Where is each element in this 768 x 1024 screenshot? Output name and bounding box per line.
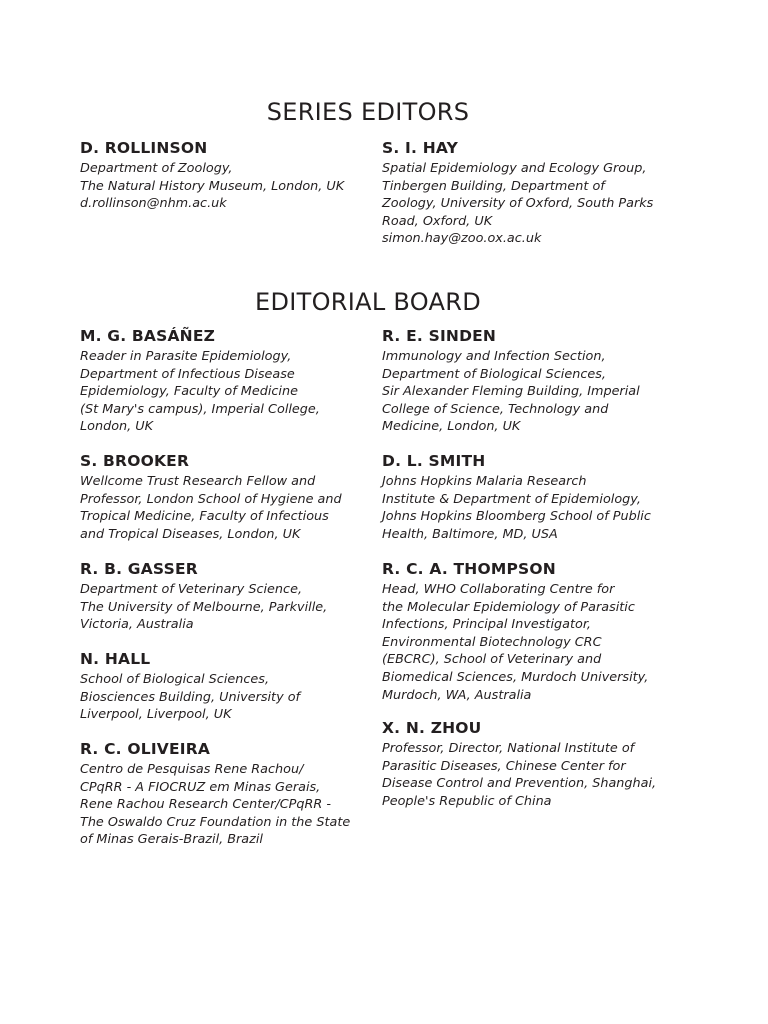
editor-entry	[382, 138, 672, 248]
board-member-entry	[382, 451, 672, 543]
board-member-affiliation: Immunology and Infection Section, Department of Biological Sciences, Sir Alexander Fleming Building, Imperial College of Science, Technology and Medicine, London, UK	[382, 349, 640, 435]
board-member-affiliation: Department of Veterinary Science, The University of Melbourne, Parkville, Victoria, Australia	[80, 582, 328, 633]
board-member-affiliation: Professor, Director, National Institute of Parasitic Diseases, Chinese Center for Disease Control and Prevention, Shanghai, People's Republic of China	[382, 741, 657, 809]
board-member-entry	[80, 326, 370, 436]
editor-affiliation: Department of Zoology, The Natural History Museum, London, UK d.rollinson@nhm.ac.uk	[80, 161, 345, 212]
editorial-board-heading: EDITORIAL BOARD	[254, 288, 482, 316]
editor-entry	[80, 138, 370, 213]
board-member-name: R. C. A. THOMPSON	[382, 560, 556, 578]
editor-name: D. ROLLINSON	[80, 139, 208, 157]
board-member-affiliation: Centro de Pesquisas Rene Rachou/ CPqRR - A FIOCRUZ em Minas Gerais, Rene Rachou Research Center/CPqRR - The Oswaldo Cruz Foundation in the State of Minas Gerais-Brazil, Brazil	[80, 762, 351, 848]
board-member-affiliation: Wellcome Trust Research Fellow and Professor, London School of Hygiene and Tropical Medicine, Faculty of Infectious and Tropical Diseases, London, UK	[80, 474, 342, 542]
board-member-entry	[382, 559, 672, 704]
board-member-entry	[382, 326, 672, 436]
board-member-entry	[80, 559, 370, 634]
board-member-name: S. BROOKER	[80, 452, 190, 470]
series-editors-heading: SERIES EDITORS	[266, 98, 470, 126]
board-member-name: R. E. SINDEN	[382, 327, 497, 345]
board-member-affiliation: Head, WHO Collaborating Centre for the Molecular Epidemiology of Parasitic Infections, Principal Investigator, Environmental Biotechnology CRC (EBCRC), School of Veterinary and Biomedical Sciences, Murdoch University, Murdoch, WA, Australia	[382, 582, 649, 703]
editor-affiliation: Spatial Epidemiology and Ecology Group, Tinbergen Building, Department of Zoology, University of Oxford, South Parks Road, Oxford, UK simon.hay@zoo.ox.ac.uk	[382, 161, 654, 247]
board-member-name: R. B. GASSER	[80, 560, 198, 578]
board-member-entry	[80, 451, 370, 543]
board-member-name: M. G. BASÁÑEZ	[80, 327, 216, 345]
board-member-entry	[80, 739, 370, 849]
board-member-entry	[80, 649, 370, 724]
board-member-name: X. N. ZHOU	[382, 719, 482, 737]
board-member-affiliation: Reader in Parasite Epidemiology, Department of Infectious Disease Epidemiology, Faculty of Medicine (St Mary's campus), Imperial College, London, UK	[80, 349, 320, 435]
board-member-name: D. L. SMITH	[382, 452, 486, 470]
board-member-affiliation: Johns Hopkins Malaria Research Institute & Department of Epidemiology, Johns Hopkins Bloomberg School of Public Health, Baltimore, MD, USA	[382, 474, 651, 542]
editor-name: S. I. HAY	[382, 139, 459, 157]
board-member-name: R. C. OLIVEIRA	[80, 740, 211, 758]
board-member-name: N. HALL	[80, 650, 151, 668]
board-member-entry	[382, 718, 672, 810]
board-member-affiliation: School of Biological Sciences, Biosciences Building, University of Liverpool, Liverpool, UK	[80, 672, 301, 723]
